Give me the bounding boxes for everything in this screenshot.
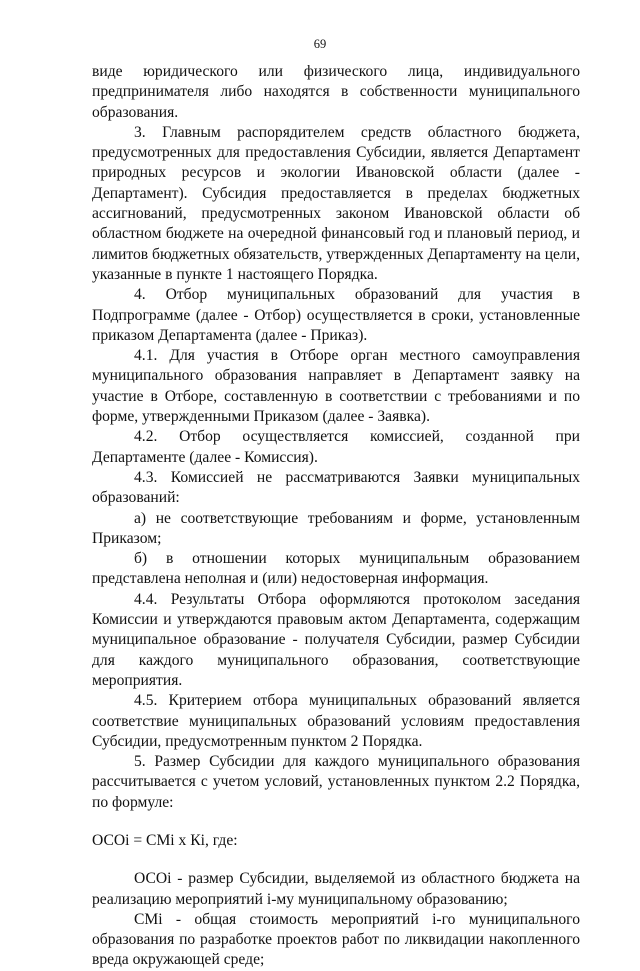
paragraph-4-1: 4.1. Для участия в Отборе орган местного самоуправления муниципального образования направляет в Департамент заявку на участие в Отборе, составленную в соответствии с требованиями и по форме, утвержденными Приказом (далее - Заявка). [92,347,580,426]
paragraph-5: 5. Размер Субсидии для каждого муниципального образования рассчитывается с учетом условий, установленных пунктом 2.2 Порядка, по формуле: [92,753,580,811]
paragraph-continuation: виде юридического или физического лица, индивидуального предпринимателя либо находятся в собственности муниципального образования. [92,63,580,121]
paragraph-3: 3. Главным распорядителем средств областного бюджета, предусмотренных для предоставления Субсидии, является Департамент природных ресурсов и экологии Ивановской области (далее - Департамент). Субсидия предоставляется в пределах бюджетных ассигнований, предусмотренных законом Ивановской области об областном бюджете на очередной финансовый год и плановый период, и лимитов бюджетных обязательств, утвержденных Департаменту на цели, указанные в пункте 1 настоящего Порядка. [92,123,580,283]
definition-cm: СМi - общая стоимость мероприятий i-го муниципального образования по разработке проектов работ по ликвидации накопленного вреда окружающей среде; [92,910,580,969]
paragraph-4: 4. Отбор муниципальных образований для участия в Подпрограмме (далее - Отбор) осуществляется в сроки, установленные приказом Департамента (далее - Приказ). [92,286,580,344]
paragraph-4-3: 4.3. Комиссией не рассматриваются Заявки муниципальных образований: [92,468,580,507]
document-body [92,62,580,971]
definition-oso: ОСОi - размер Субсидии, выделяемой из областного бюджета на реализацию мероприятий i-му муниципальному образованию; [92,870,580,908]
paragraph-4-2: 4.2. Отбор осуществляется комиссией, созданной при Департаменте (далее - Комиссия). [92,428,580,466]
paragraph-4-4: 4.4. Результаты Отбора оформляются протоколом заседания Комиссии и утверждаются правовым актом Департамента, содержащим муниципальное образование - получателя Субсидии, размер Субсидии для каждого муниципального образования, соответствующие мероприятия. [92,590,580,689]
paragraph-4-5: 4.5. Критерием отбора муниципальных образований является соответствие муниципальных образований условиям предоставления Субсидии, предусмотренным пунктом 2 Порядка. [92,692,580,750]
paragraph-4-3-a: а) не соответствующие требованиям и форме, установленным Приказом; [92,509,580,547]
page-number: 69 [313,37,327,51]
formula: ОСОi = СМi х Кi, где: [92,831,238,849]
paragraph-4-3-b: б) в отношении которых муниципальным образованием представлена неполная и (или) недостоверная информация. [92,550,580,588]
